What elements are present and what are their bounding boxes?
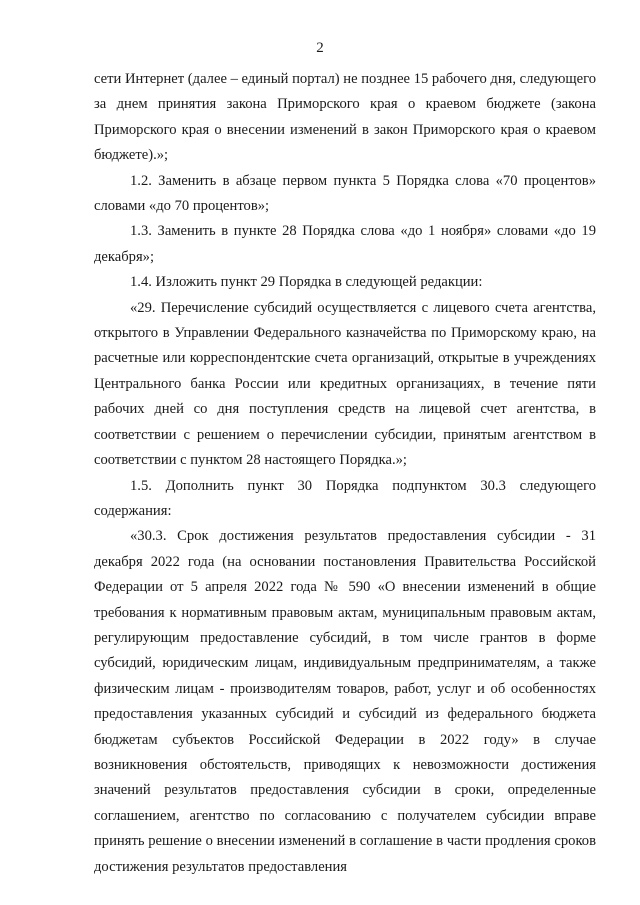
paragraph-item-1-4: 1.4. Изложить пункт 29 Порядка в следующей редакции: <box>130 274 483 291</box>
paragraph-quote-29: «29. Перечисление субсидий осуществляется с лицевого счета агентства, открытого в Управлении Федерального казначейства по Приморскому краю, на расчетные или корреспондентские счета организаций, открытые в учреждениях Центрального банка России или кредитных организациях, в течение пяти рабочих дней со дня поступления средств на лицевой счет агентства, в соответствии с решением о перечислении субсидии, принятым агентством в соответствии с пунктом 28 настоящего Порядка.»; <box>94 299 596 469</box>
paragraph-quote-30-3: «30.3. Срок достижения результатов предоставления субсидии - 31 декабря 2022 года (на основании постановления Правительства Российской Федерации от 5 апреля 2022 года № 590 «О внесении изменений в общие требования к нормативным правовым актам, муниципальным правовым актам, регулирующим предоставление субсидий, в том числе грантов в форме субсидий, юридическим лицам, индивидуальным предпринимателям, а также физическим лицам - производителям товаров, работ, услуг и об особенностях предоставления указанных субсидий и субсидий из федерального бюджета бюджетам субъектов Российской Федерации в 2022 году» в случае возникновения обстоятельств, приводящих к невозможности достижения значений результатов предоставления субсидии в сроки, определенные соглашением, агентство по согласованию с получателем субсидии вправе принять решение о внесении изменений в соглашение в части продления сроков достижения результатов предоставления <box>94 528 596 875</box>
paragraph-item-1-5: 1.5. Дополнить пункт 30 Порядка подпунктом 30.3 следующего содержания: <box>94 477 596 519</box>
paragraph-continuation: сети Интернет (далее – единый портал) не позднее 15 рабочего дня, следующего за днем принятия закона Приморского края о краевом бюджете (закона Приморского края о внесении изменений в закон Приморского края о краевом бюджете).»; <box>94 71 596 164</box>
document-body <box>94 67 596 880</box>
paragraph-item-1-3: 1.3. Заменить в пункте 28 Порядка слова «до 1 ноября» словами «до 19 декабря»; <box>94 223 596 265</box>
paragraph-item-1-2: 1.2. Заменить в абзаце первом пункта 5 Порядка слова «70 процентов» словами «до 70 процентов»; <box>94 172 596 215</box>
page-number: 2 <box>316 40 324 56</box>
